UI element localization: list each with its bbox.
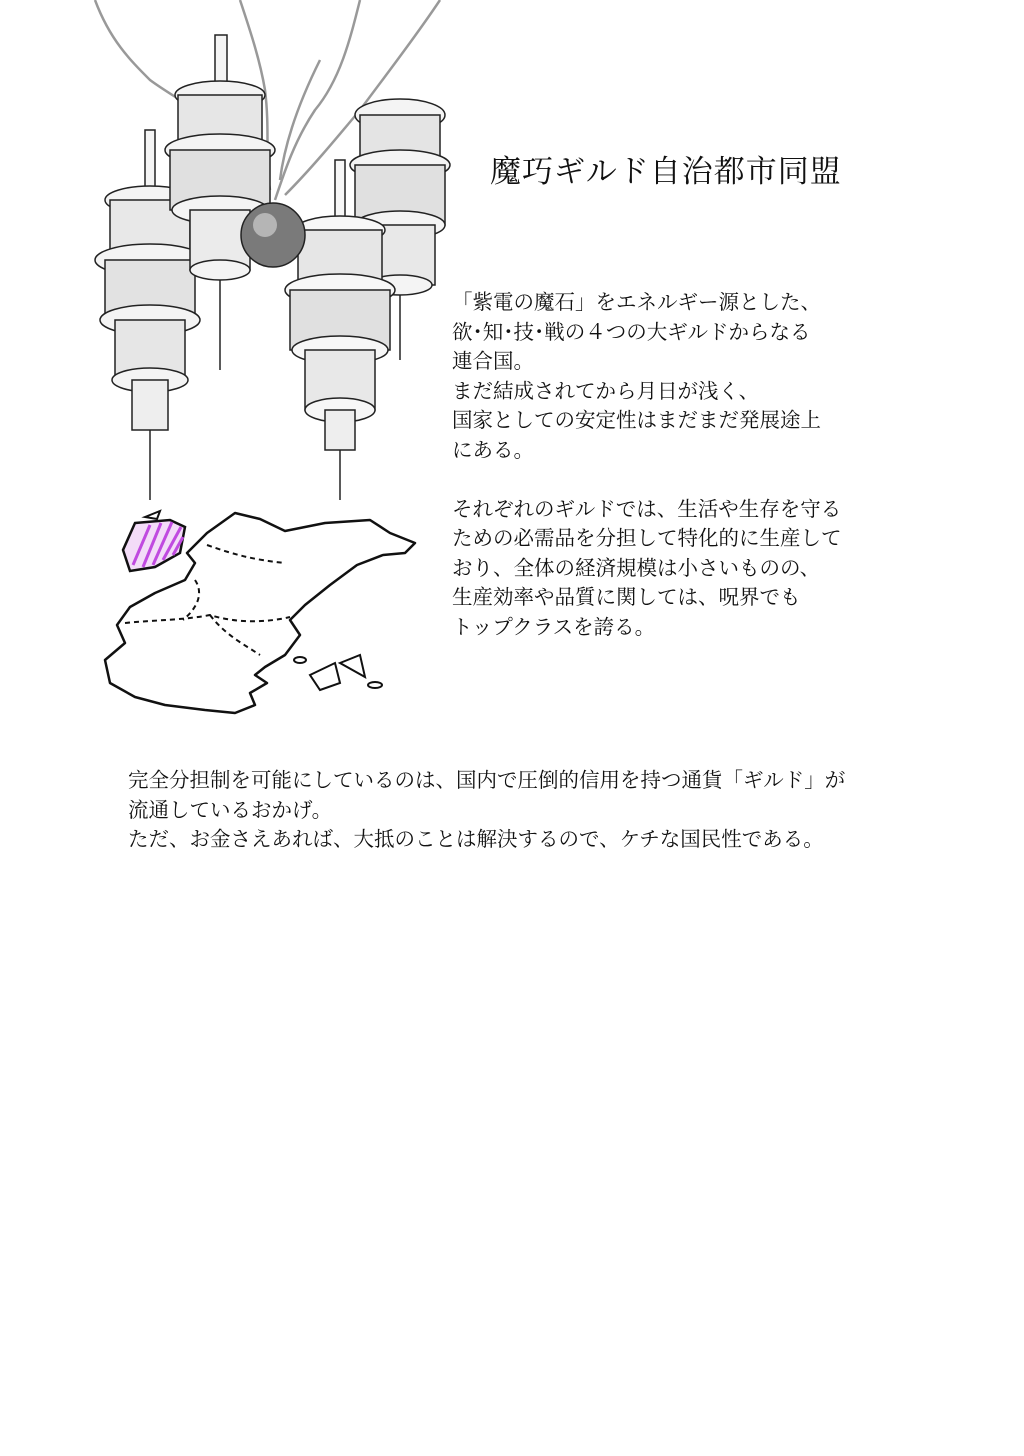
description-line: まだ結成されてから月日が浅く、 — [452, 378, 760, 403]
description-line: ための必需品を分担して特化的に生産して — [452, 526, 842, 550]
description-line: トップクラスを誇る。 — [452, 614, 656, 639]
description-line: 欲･知･技･戦の４つの大ギルドからなる — [452, 319, 811, 344]
description-line: 生産効率や品質に関しては、呪界でも — [452, 585, 801, 609]
region-map — [95, 505, 430, 725]
description-line: 「紫電の魔石」をエネルギー源とした、 — [452, 290, 821, 314]
guild-cities-illustration — [70, 0, 460, 520]
description-line: にある。 — [452, 437, 534, 462]
highlighted-region — [123, 511, 185, 571]
description — [452, 288, 932, 642]
footer-line: ただ、お金さえあれば、大抵のことは解決するので、ケチな国民性である。 — [128, 827, 824, 851]
footer-note — [128, 766, 948, 855]
description-line: 連合国。 — [452, 349, 534, 373]
footer-line: 流通しているおかげ。 — [128, 797, 333, 822]
footer-line: 完全分担制を可能にしているのは、国内で圧倒的信用を持つ通貨「ギルド」が — [128, 768, 846, 792]
description-line: 国家としての安定性はまだまだ発展途上 — [452, 408, 821, 432]
description-line: それぞれのギルドでは、生活や生存を守る — [452, 496, 842, 521]
description-line: おり、全体の経済規模は小さいものの、 — [452, 555, 821, 580]
page-title: 魔巧ギルド自治都市同盟 — [490, 154, 842, 190]
